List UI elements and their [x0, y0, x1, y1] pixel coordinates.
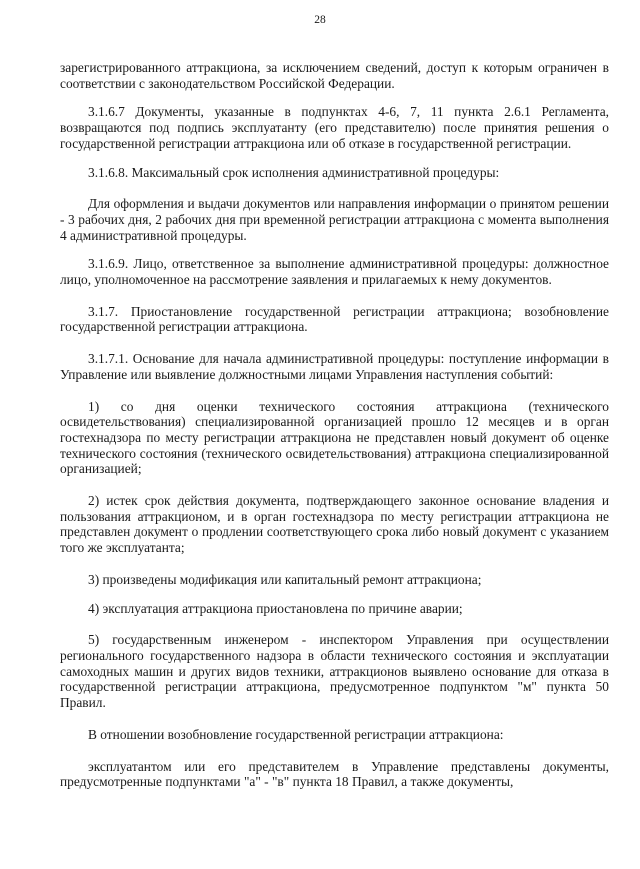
paragraph-resumption: В отношении возобновление государственной регистрации аттракциона:	[88, 726, 504, 742]
list-item-1: 1) со дня оценки технического состояния аттракциона (технического освидетельствования) специализированной организацией прошло 12 месяцев и в орган гостехнадзора по месту регистрации аттракциона не представлен новый документ об оценке технического состояния (технического освидетельствования) аттракциона специализированной организацией;	[60, 398, 609, 477]
paragraph-resumption-documents: эксплуатантом или его представителем в Управление представлены документы, предусмотренные подпунктами "а" - "в" пункта 18 Правил, а также документы,	[60, 758, 609, 790]
list-item-5: 5) государственным инженером - инспектором Управления при осуществлении регионального государственного надзора в области технического состояния и эксплуатации самоходных машин и других видов техники, аттракционов выявлено основание для отказа в государственной регистрации аттракциона, предусмотренное подпунктом "м" пункта 50 Правил.	[60, 632, 609, 711]
list-item-3: 3) произведены модификация или капитальный ремонт аттракциона;	[88, 571, 482, 587]
paragraph-3-1-7-1: 3.1.7.1. Основание для начала административной процедуры: поступление информации в Управление или выявление должностными лицами Управления наступления событий:	[60, 351, 609, 382]
document-body	[60, 60, 609, 803]
paragraph-continuation: зарегистрированного аттракциона, за исключением сведений, доступ к которым ограничен в соответствии с законодательством Российской Федерации.	[60, 60, 609, 91]
paragraph-3-1-6-8: 3.1.6.8. Максимальный срок исполнения административной процедуры:	[88, 164, 500, 180]
paragraph-deadline: Для оформления и выдачи документов или направления информации о принятом решении - 3 рабочих дня, 2 рабочих дня при временной регистрации аттракциона с момента выполнения 4 административной процедуры.	[60, 196, 609, 243]
list-item-2: 2) истек срок действия документа, подтверждающего законное основание владения и пользования аттракционом, и в орган гостехнадзора по месту регистрации аттракциона не представлен документ о продлении соответствующего срока либо новый документ с указанием того же эксплуатанта;	[60, 493, 609, 556]
list-item-4: 4) эксплуатация аттракциона приостановлена по причине аварии;	[88, 600, 463, 616]
page-number: 28	[314, 14, 326, 26]
paragraph-3-1-6-9: 3.1.6.9. Лицо, ответственное за выполнение административной процедуры: должностное лицо, уполномоченное на рассмотрение заявления и прилагаемых к нему документов.	[60, 256, 609, 288]
paragraph-3-1-6-7: 3.1.6.7 Документы, указанные в подпунктах 4-6, 7, 11 пункта 2.6.1 Регламента, возвращаются под подпись эксплуатанту (его представителю) после принятия решения о государственной регистрации аттракциона или об отказе в государственной регистрации.	[60, 104, 609, 151]
paragraph-3-1-7: 3.1.7. Приостановление государственной регистрации аттракциона; возобновление государственной регистрации аттракциона.	[60, 303, 609, 335]
